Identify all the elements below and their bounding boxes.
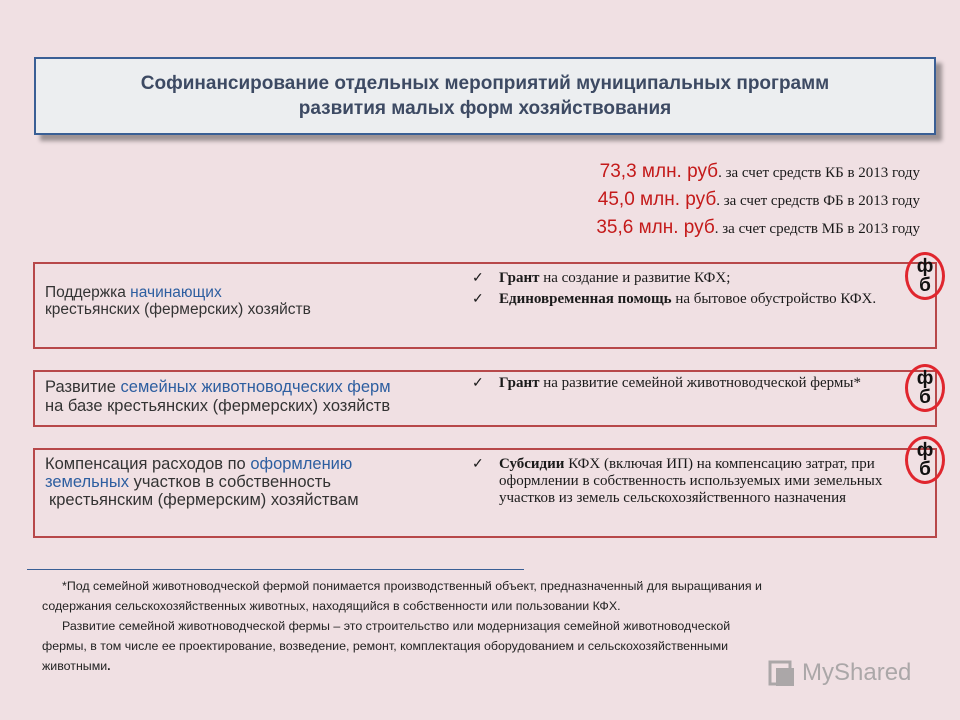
funding-amount: 73,3 млн. руб [599, 161, 719, 182]
row-measures [472, 268, 932, 310]
footnote-paragraph-2: Развитие семейной животноводческой фермы – это строительство или модернизация семейной животноводческой фермы, в том числе ее проектирование, возведение, ремонт, комплектация оборудованием и сельскохозяйственными животными. [42, 619, 731, 673]
footnote [42, 576, 762, 676]
myshared-logo-icon [768, 658, 796, 688]
support-row-land-registration [33, 448, 937, 538]
row-heading: Поддержка начинающих крестьянских (фермерских) хозяйств [45, 284, 311, 318]
funding-badge-fb: ф б [905, 252, 945, 300]
funding-line-fb [596, 186, 920, 214]
funding-source: . за счет средств КБ в 2013 году [718, 165, 920, 181]
list-item: ✓ Грант на создание и развитие КФХ; [472, 268, 932, 289]
row-heading: Компенсация расходов по оформлению земельных участков в собственность крестьянским (фермерским) хозяйствам [45, 455, 359, 509]
row-measures [472, 456, 892, 507]
funding-amount: 35,6 млн. руб [596, 217, 715, 238]
funding-line-kb [596, 158, 920, 186]
check-icon: ✓ [472, 457, 484, 472]
list-item: ✓ Субсидии КФХ (включая ИП) на компенсацию затрат, при оформлении в собственность используемых ими земельных участков из земель сельскохозяйственного назначения [472, 456, 883, 506]
funding-badge-fb: ф б [905, 364, 945, 412]
list-item: ✓ Единовременная помощь на бытовое обустройство КФХ. [472, 289, 932, 310]
myshared-watermark [768, 655, 911, 691]
funding-list [596, 158, 920, 242]
funding-source: . за счет средств МБ в 2013 году [714, 221, 920, 237]
row-measures [472, 374, 872, 393]
support-row-family-farms [33, 370, 937, 427]
funding-badge-fb: ф б [905, 436, 945, 484]
title-line-2: развития малых форм хозяйствования [298, 98, 672, 119]
funding-amount: 45,0 млн. руб [597, 189, 717, 210]
check-icon: ✓ [472, 376, 484, 391]
row-heading: Развитие семейных животноводческих ферм на базе крестьянских (фермерских) хозяйств [45, 378, 391, 415]
check-icon: ✓ [472, 292, 484, 307]
check-icon: ✓ [472, 271, 484, 286]
funding-line-mb [596, 214, 920, 242]
funding-source: . за счет средств ФБ в 2013 году [716, 193, 920, 209]
support-row-start-farms [33, 262, 937, 349]
footnote-paragraph-1: *Под семейной животноводческой фермой понимается производственный объект, предназначенный для выращивания и содержания сельскохозяйственных животных, находящийся в собственности или пользовании КФХ. [42, 579, 762, 613]
watermark-text: MyShared [802, 659, 912, 686]
title-box [34, 57, 936, 135]
footnote-divider [27, 569, 524, 570]
list-item: ✓ Грант на развитие семейной животноводческой фермы* [472, 375, 861, 391]
title-line-1: Софинансирование отдельных мероприятий муниципальных программ [140, 73, 830, 94]
